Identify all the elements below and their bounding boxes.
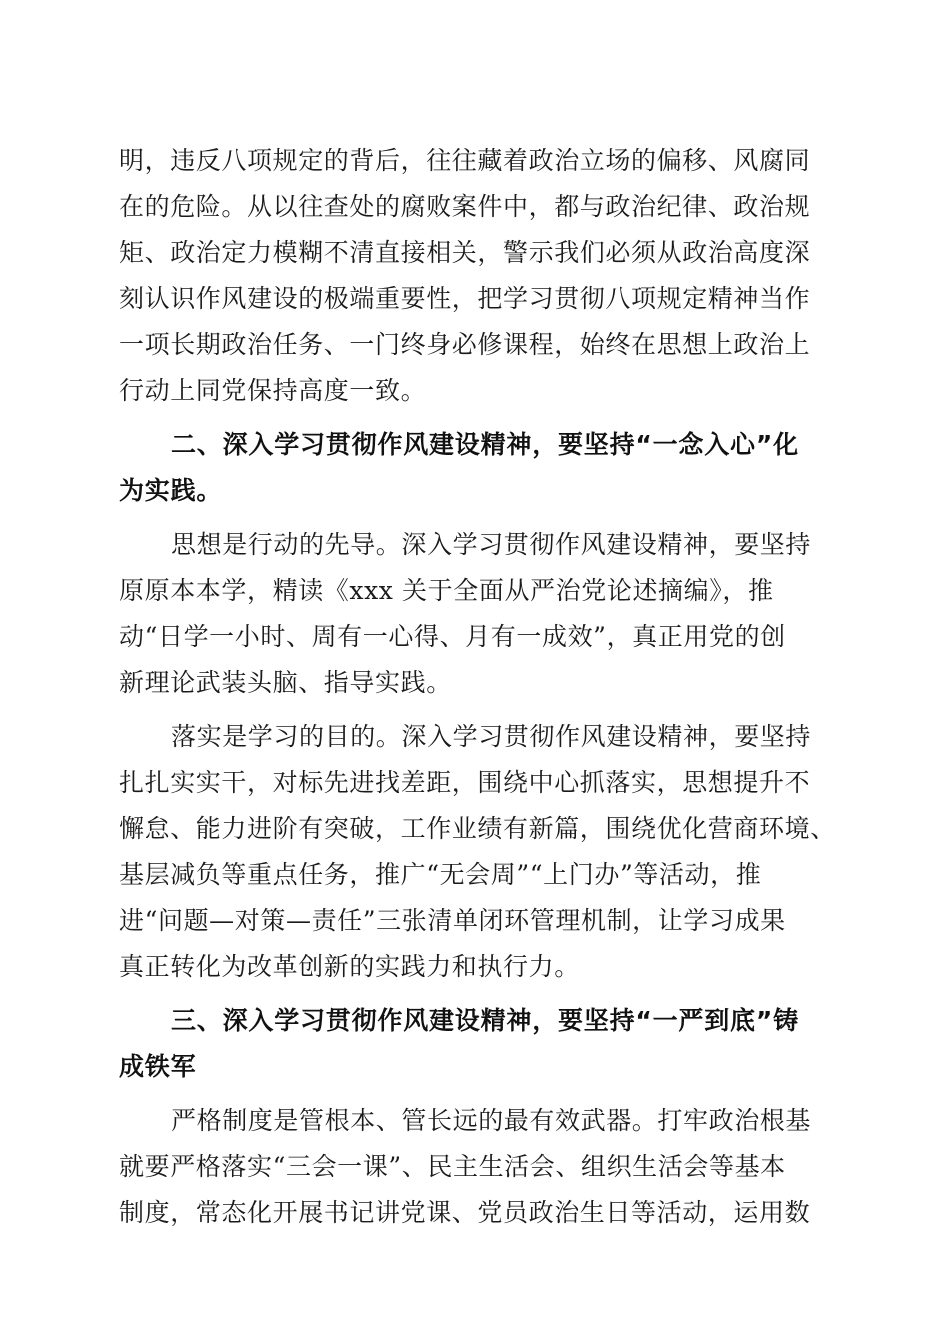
body-line: 明，违反八项规定的背后，往往藏着政治立场的偏移、风腐同 <box>119 146 811 175</box>
section-heading-2: 二、深入学习贯彻作风建设精神，要坚持“一念入心”化 <box>171 430 799 459</box>
body-line: 就要严格落实“三会一课”、民主生活会、组织生活会等基本 <box>119 1152 786 1181</box>
body-line: 刻认识作风建设的极端重要性，把学习贯彻八项规定精神当作 <box>119 284 811 313</box>
body-line: 制度，常态化开展书记讲党课、党员政治生日等活动，运用数 <box>119 1198 811 1227</box>
body-line: 新理论武装头脑、指导实践。 <box>119 668 452 697</box>
body-line: 在的危险。从以往查处的腐败案件中，都与政治纪律、政治规 <box>119 192 811 221</box>
section-heading-3-cont: 成铁军 <box>119 1052 197 1081</box>
body-line: 行动上同党保持高度一致。 <box>119 376 427 405</box>
paragraph-start: 严格制度是管根本、管长远的最有效武器。打牢政治根基 <box>171 1106 812 1135</box>
body-line: 基层减负等重点任务，推广“无会周”“上门办”等活动，推 <box>119 860 762 889</box>
body-line: 扎扎实实干，对标先进找差距，围绕中心抓落实，思想提升不 <box>119 768 811 797</box>
paragraph-start: 落实是学习的目的。深入学习贯彻作风建设精神，要坚持 <box>171 722 812 751</box>
paragraph-start: 思想是行动的先导。深入学习贯彻作风建设精神，要坚持 <box>171 530 812 559</box>
body-line: 进“问题—对策—责任”三张清单闭环管理机制，让学习成果 <box>119 906 786 935</box>
body-line: 原原本本学，精读《xxx 关于全面从严治党论述摘编》，推 <box>119 576 774 605</box>
section-heading-3: 三、深入学习贯彻作风建设精神，要坚持“一严到底”铸 <box>171 1006 799 1035</box>
body-line: 真正转化为改革创新的实践力和执行力。 <box>119 952 580 981</box>
body-line: 懈怠、能力进阶有突破，工作业绩有新篇，围绕优化营商环境、 <box>119 814 836 843</box>
document-body <box>119 138 836 1236</box>
body-line: 动“日学一小时、周有一心得、月有一成效”，真正用党的创 <box>119 622 786 651</box>
body-line: 矩、政治定力模糊不清直接相关，警示我们必须从政治高度深 <box>119 238 811 267</box>
section-heading-2-cont: 为实践。 <box>119 476 223 505</box>
body-line: 一项长期政治任务、一门终身必修课程，始终在思想上政治上 <box>119 330 811 359</box>
